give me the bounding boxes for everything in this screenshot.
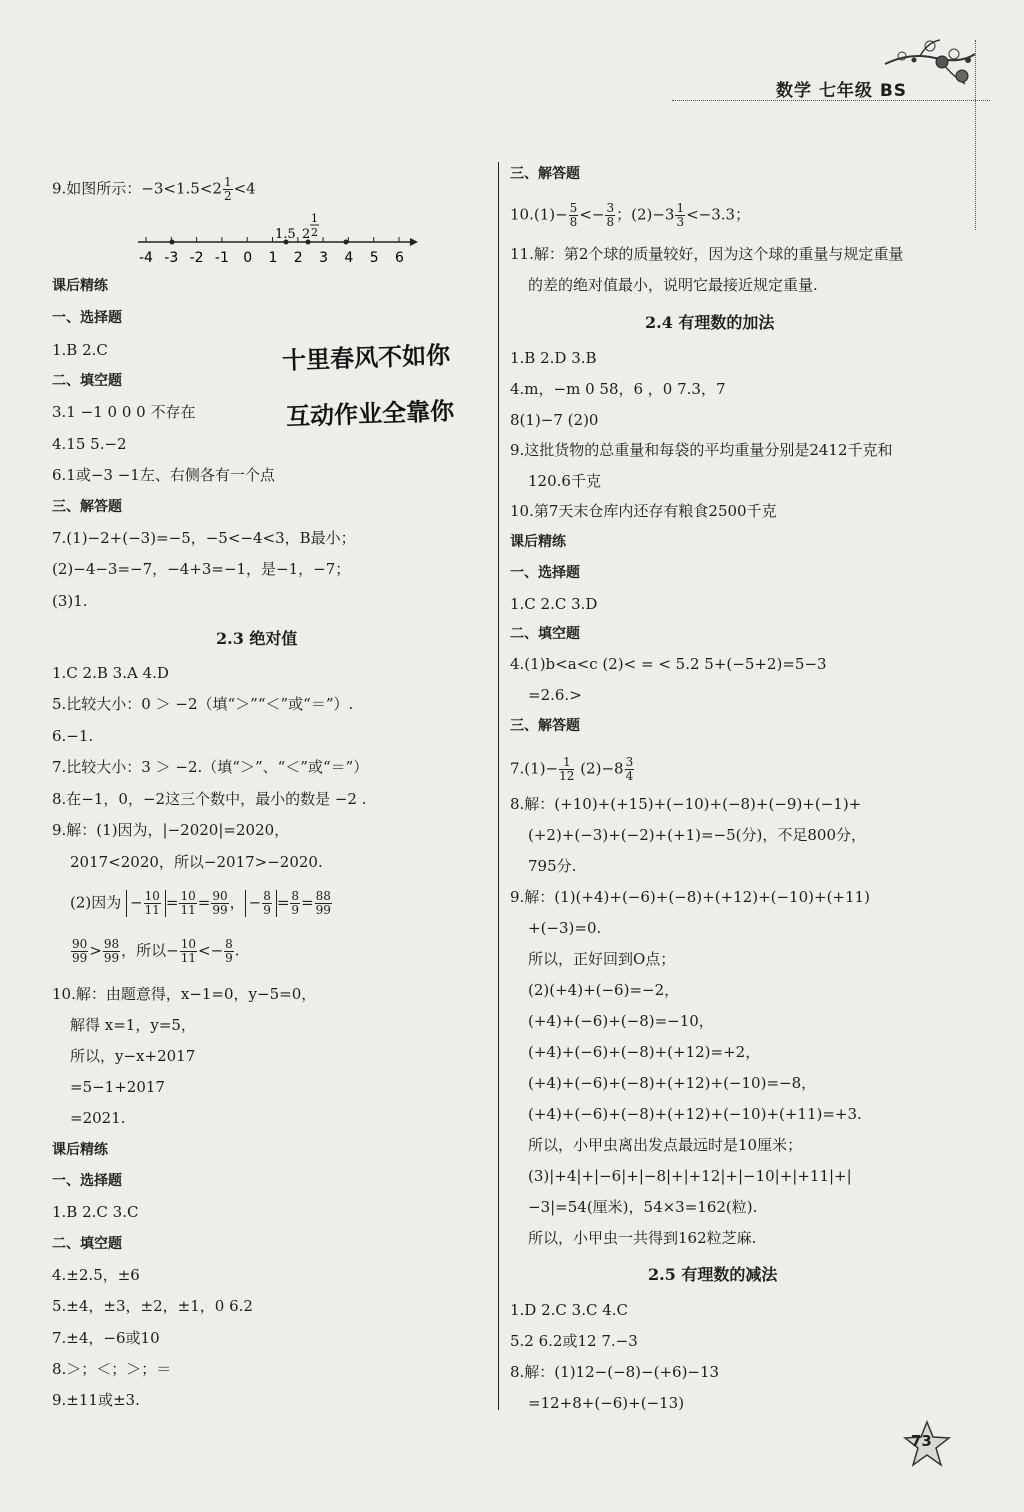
answer-line: 1.B 2.C 3.C bbox=[52, 1203, 139, 1221]
answer-line: 解得 x=1，y=5， bbox=[70, 1016, 196, 1034]
column-divider bbox=[498, 162, 499, 1410]
number-line-tick-label: 6 bbox=[395, 250, 404, 266]
answer-line: 1.D 2.C 3.C 4.C bbox=[510, 1301, 629, 1319]
answer-line: 的差的绝对值最小，说明它最接近规定重量. bbox=[528, 276, 818, 294]
answer-line: 795分. bbox=[528, 857, 577, 875]
answer-line: 5.2 6.2或12 7.−3 bbox=[510, 1332, 638, 1350]
answer-line: 11.解：第2个球的质量较好，因为这个球的重量与规定重量 bbox=[510, 245, 904, 263]
answer-line: 10.第7天末仓库内还存有粮食2500千克 bbox=[510, 502, 777, 520]
section-heading: 课后精练 bbox=[52, 1142, 108, 1158]
subsection-heading: 三、解答题 bbox=[510, 718, 580, 734]
answer-line-fractions: 10.(1)− $\frac{5}{8}$ <− $\frac{3}{8}$ ；(2)−3 $\frac{1}{3}$ <−3.3； bbox=[510, 201, 751, 229]
answer-line: 所以，正好回到O点； bbox=[528, 950, 676, 968]
answer-line-fractions: 7.(1)− $\frac{1}{12}$ (2)−8 $\frac{3}{4}$ bbox=[510, 755, 634, 783]
handwritten-note-2: 互动作业全靠你 bbox=[285, 397, 455, 431]
answer-line: −3|=54(厘米)，54×3=162(粒). bbox=[528, 1198, 758, 1216]
answer-line: (3)|+4|+|−6|+|−8|+|+12|+|−10|+|+11|+| bbox=[528, 1167, 852, 1185]
answer-line: 9.解：(1)(+4)+(−6)+(−8)+(+12)+(−10)+(+11) bbox=[510, 888, 870, 906]
handwritten-note-1: 十里春风不如你 bbox=[281, 341, 451, 375]
subsection-heading: 一、选择题 bbox=[52, 310, 122, 326]
label-1-5: 1.5 bbox=[275, 227, 296, 242]
section-title-2-3: 2.3 绝对值 bbox=[216, 629, 298, 648]
answer-line: =2.6.> bbox=[528, 686, 582, 704]
subsection-heading: 二、填空题 bbox=[510, 626, 580, 642]
answer-line: 1.B 2.C bbox=[52, 341, 108, 359]
answer-line: 3.1 −1 0 0 0 不存在 bbox=[52, 403, 196, 421]
answer-line: 120.6千克 bbox=[528, 472, 601, 490]
answer-line: =12+8+(−6)+(−13) bbox=[528, 1394, 685, 1412]
number-line-tick-label: -3 bbox=[164, 250, 179, 266]
number-line-tick-label: 2 bbox=[293, 250, 303, 266]
label-frac-n: 1 bbox=[311, 212, 318, 225]
number-line-tick-label: -1 bbox=[214, 250, 229, 266]
answer-line: 所以，小甲虫一共得到162粒芝麻. bbox=[528, 1229, 757, 1247]
number-line-tick-label: 3 bbox=[319, 250, 329, 266]
answer-line: 6.1或−3 −1左、右侧各有一个点 bbox=[52, 466, 275, 484]
answer-line: 1.C 2.B 3.A 4.D bbox=[52, 664, 169, 682]
number-line-tick-label: 1 bbox=[268, 250, 278, 266]
point-minus-3 bbox=[170, 240, 175, 245]
answer-line: 1.B 2.D 3.B bbox=[510, 349, 597, 367]
answer-line: 8.解：(1)12−(−8)−(+6)−13 bbox=[510, 1363, 720, 1381]
number-line bbox=[128, 210, 418, 266]
answer-line: 4.±2.5，±6 bbox=[52, 1266, 140, 1284]
answer-line: 7.(1)−2+(−3)=−5，−5<−4<3，B最小； bbox=[52, 529, 356, 547]
section-title-2-5: 2.5 有理数的减法 bbox=[648, 1265, 778, 1284]
answer-line: 1.C 2.C 3.D bbox=[510, 595, 598, 613]
answer-line: (3)1. bbox=[52, 592, 88, 610]
answer-line: 5.±4，±3，±2，±1，0 6.2 bbox=[52, 1297, 253, 1315]
section-heading: 课后精练 bbox=[510, 534, 566, 550]
answer-line: 所以，小甲虫离出发点最远时是10厘米； bbox=[528, 1136, 803, 1154]
subsection-heading: 三、解答题 bbox=[510, 166, 580, 182]
answer-line: +(−3)=0. bbox=[528, 919, 602, 937]
fraction: $\frac{1}{2}$ bbox=[223, 175, 232, 203]
header-vertical-rule bbox=[975, 40, 977, 230]
answer-line: 10.解：由题意得，x−1=0，y−5=0， bbox=[52, 985, 317, 1003]
answer-line: 8.解：(+10)+(+15)+(−10)+(−8)+(−9)+(−1)+ bbox=[510, 795, 862, 813]
subsection-heading: 二、填空题 bbox=[52, 373, 122, 389]
answer-line: 7.±4，−6或10 bbox=[52, 1329, 160, 1347]
answer-line: 所以，y−x+2017 bbox=[70, 1047, 196, 1065]
point-4 bbox=[344, 240, 349, 245]
answer-line: (2)(+4)+(−6)=−2， bbox=[528, 981, 680, 999]
label-2: 2 bbox=[302, 227, 311, 242]
answer-line: (+4)+(−6)+(−8)+(+12)+(−10)=−8， bbox=[528, 1074, 817, 1092]
answer-line: 8.在−1，0，−2这三个数中，最小的数是 −2 . bbox=[52, 790, 367, 808]
number-line-tick-label: -4 bbox=[139, 250, 153, 266]
answer-line: 4.m，−m 0 58，6 ，0 7.3，7 bbox=[510, 380, 726, 398]
subsection-heading: 三、解答题 bbox=[52, 499, 122, 515]
answer-line: 5.比较大小：0 ＞ −2（填“＞”“＜”或“＝”）. bbox=[52, 695, 354, 713]
answer-line: (+4)+(−6)+(−8)+(+12)=+2， bbox=[528, 1043, 761, 1061]
answer-line: (+2)+(−3)+(−2)+(+1)=−5(分)，不足800分， bbox=[528, 826, 866, 844]
subsection-heading: 一、选择题 bbox=[510, 565, 580, 581]
answer-line: 4.(1)b<a<c (2)< = < 5.2 5+(−5+2)=5−3 bbox=[510, 655, 827, 673]
answer-line: 9.±11或±3. bbox=[52, 1391, 140, 1409]
answer-line: 7.比较大小：3 ＞ −2.（填“＞”、“＜”或“＝”） bbox=[52, 758, 369, 776]
answer-line: 8.＞；＜；＞；＝ bbox=[52, 1360, 172, 1378]
answer-line: 9.解：(1)因为，|−2020|=2020， bbox=[52, 821, 290, 839]
answer-line-fractions: $\frac{90}{99}$ > $\frac{98}{99}$ ，所以− $\frac{10}{11}$ <− $\frac{8}{9}$ . bbox=[72, 937, 240, 965]
number-line-tick-label: 4 bbox=[344, 250, 354, 266]
header-title: 数学 七年级 BS bbox=[776, 81, 908, 101]
answer-line: 9.这批货物的总重量和每袋的平均重量分别是2412千克和 bbox=[510, 441, 893, 459]
answer-line: (+4)+(−6)+(−8)=−10， bbox=[528, 1012, 714, 1030]
section-title-2-4: 2.4 有理数的加法 bbox=[645, 313, 775, 332]
number-line-tick-label: 0 bbox=[243, 250, 253, 266]
answer-line: 8(1)−7 (2)0 bbox=[510, 411, 599, 429]
subsection-heading: 一、选择题 bbox=[52, 1173, 122, 1189]
q9-line: 9.如图所示：−3<1.5<2 $\frac{1}{2}$ <4 bbox=[52, 175, 256, 203]
answer-line: 2017<2020，所以−2017>−2020. bbox=[70, 853, 323, 871]
answer-line: =5−1+2017 bbox=[70, 1078, 165, 1096]
number-line-tick-label: 5 bbox=[369, 250, 379, 266]
answer-line: 4.15 5.−2 bbox=[52, 435, 127, 453]
answer-line: (2)−4−3=−7，−4+3=−1，是−1，−7； bbox=[52, 560, 351, 578]
label-frac-d: 2 bbox=[311, 226, 318, 239]
answer-line: =2021. bbox=[70, 1109, 126, 1127]
subsection-heading: 二、填空题 bbox=[52, 1236, 122, 1252]
answer-line: (+4)+(−6)+(−8)+(+12)+(−10)+(+11)=+3. bbox=[528, 1105, 862, 1123]
page-number: 73 bbox=[911, 1432, 932, 1450]
answer-line-abs-fractions: (2)因为 − $\frac{10}{11}$ = $\frac{10}{11}$ = $\frac{90}{99}$ ， − $\frac{8}{9}$ = $\frac{8}{9}$ = $\frac{88}{99}$ bbox=[70, 889, 331, 917]
number-line-tick-label: -2 bbox=[189, 250, 204, 266]
header-rule bbox=[672, 100, 990, 102]
section-heading: 课后精练 bbox=[52, 278, 108, 294]
answer-line: 6.−1. bbox=[52, 727, 94, 745]
